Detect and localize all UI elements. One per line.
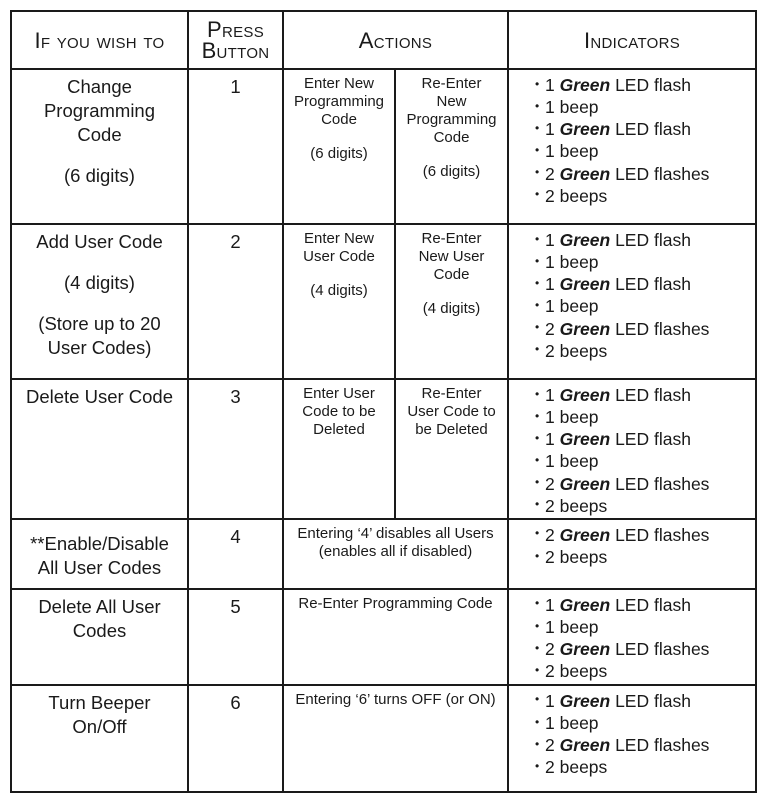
wish-text: Change (67, 76, 132, 97)
bullet-icon: • (535, 275, 540, 290)
indicator-count: 1 (545, 690, 555, 711)
action-text: Re-Enter (421, 385, 482, 402)
indicator-color: Green (559, 385, 611, 405)
indicator-item (535, 274, 755, 296)
wish-text: All User Codes (37, 556, 162, 578)
button-number: 4 (230, 525, 241, 547)
indicator-item (535, 757, 755, 779)
indicator-item (535, 429, 755, 451)
action-text: Code (433, 129, 470, 146)
wish-cell (11, 224, 188, 379)
bullet-icon: • (535, 187, 540, 202)
indicator-item (535, 319, 755, 341)
indicator-item (535, 595, 755, 617)
header-wish (11, 11, 188, 69)
indicator-item (535, 186, 755, 208)
action-text: Enter New (303, 75, 375, 92)
action-text: Deleted (313, 421, 365, 438)
indicator-count: 1 (545, 230, 555, 250)
header-press-button (188, 11, 283, 69)
button-number-cell (188, 519, 283, 589)
indicators-cell (508, 589, 756, 685)
indicator-item (535, 496, 755, 518)
header-actions-text: Actions (358, 27, 433, 53)
indicator-color: Green (559, 230, 611, 250)
action-text: Re-Enter Programming Code (298, 594, 493, 612)
indicator-rest: LED flash (615, 274, 691, 295)
indicator-rest: LED flashes (615, 318, 710, 339)
indicator-item (535, 341, 755, 363)
programming-table (10, 10, 757, 793)
wish-cell (11, 519, 188, 589)
indicator-item (535, 97, 755, 119)
indicator-item (535, 141, 755, 163)
header-row (11, 11, 756, 69)
wish-text: Delete All User (38, 595, 161, 617)
bullet-icon: • (535, 662, 540, 677)
table-row (11, 685, 756, 792)
indicator-text: 2 beeps (545, 661, 608, 682)
bullet-icon: • (535, 120, 540, 135)
action-text: Code (321, 111, 357, 128)
indicator-rest: LED flashes (615, 163, 710, 184)
table-row (11, 224, 756, 379)
header-indicators (508, 11, 756, 69)
indicator-item (535, 735, 755, 757)
indicator-text: 2 beeps (545, 546, 608, 567)
bullet-icon: • (535, 143, 540, 157)
button-number: 6 (230, 691, 241, 713)
indicator-rest: LED flash (615, 690, 691, 711)
indicator-item (535, 164, 755, 186)
indicator-item (535, 525, 755, 547)
button-number-cell (188, 379, 283, 519)
wish-text: Code (77, 124, 122, 145)
action-text: Programming (293, 93, 385, 110)
indicators-cell (508, 224, 756, 379)
bullet-icon: • (535, 76, 540, 91)
action-second-cell (395, 224, 508, 379)
indicator-text: 1 beep (545, 141, 599, 162)
indicator-text: 1 beep (545, 97, 599, 118)
indicator-item (535, 661, 755, 683)
wish-text: Add User Code (36, 231, 163, 252)
bullet-icon: • (535, 526, 540, 541)
indicator-color: Green (559, 524, 611, 545)
indicator-rest: LED flashes (615, 473, 710, 494)
indicator-text: 2 beeps (545, 495, 608, 516)
wish-text: Codes (72, 619, 127, 641)
indicator-text: 2 beeps (545, 757, 608, 778)
table-row (11, 69, 756, 224)
button-number: 1 (230, 76, 241, 97)
indicator-rest: LED flashes (615, 735, 710, 755)
button-number: 2 (230, 231, 241, 252)
wish-text: User Codes) (47, 337, 152, 358)
indicator-item (535, 547, 755, 569)
indicators-cell (508, 685, 756, 792)
indicator-rest: LED flash (615, 119, 691, 140)
bullet-icon: • (535, 596, 540, 611)
header-actions (283, 11, 508, 69)
indicator-text: 1 beep (545, 407, 599, 428)
indicator-item (535, 617, 755, 639)
bullet-icon: • (535, 320, 540, 335)
action-text: (4 digits) (310, 282, 368, 299)
bullet-icon: • (535, 408, 540, 423)
action-text: Entering ‘4’ disables all Users (297, 524, 494, 542)
indicator-rest: LED flashes (615, 524, 710, 545)
indicator-item (535, 474, 755, 496)
bullet-icon: • (535, 253, 540, 268)
indicator-color: Green (559, 639, 611, 659)
button-number-cell (188, 685, 283, 792)
indicator-item (535, 639, 755, 661)
bullet-icon: • (535, 618, 540, 633)
indicator-count: 2 (545, 639, 555, 659)
indicator-text: 1 beep (545, 712, 599, 733)
bullet-icon: • (535, 640, 540, 655)
header-indicators-text: Indicators (583, 27, 681, 53)
wish-text: Delete User Code (25, 386, 174, 407)
indicator-rest: LED flash (615, 385, 691, 405)
bullet-icon: • (535, 165, 540, 180)
indicator-item (535, 296, 755, 318)
header-press-line1: Press (206, 17, 265, 42)
action-text: Code (433, 266, 470, 283)
wish-text: Turn Beeper (48, 691, 151, 713)
action-text: Code to be (302, 403, 376, 420)
indicator-item (535, 230, 755, 252)
action-cell (283, 589, 508, 685)
indicator-rest: LED flash (615, 75, 691, 95)
action-first-cell (283, 224, 395, 379)
action-text: Entering ‘6’ turns OFF (or ON) (295, 690, 496, 708)
wish-text: (4 digits) (64, 272, 135, 293)
indicator-count: 2 (545, 735, 555, 755)
indicator-count: 1 (545, 119, 555, 140)
action-text: New User (418, 248, 485, 265)
button-number-cell (188, 224, 283, 379)
table-row (11, 589, 756, 685)
indicator-text: 1 beep (545, 296, 599, 317)
indicator-rest: LED flash (615, 594, 691, 615)
bullet-icon: • (535, 342, 540, 357)
indicator-item (535, 75, 755, 97)
bullet-icon: • (535, 386, 540, 401)
action-text: Enter New (303, 230, 375, 247)
indicator-color: Green (559, 735, 611, 755)
indicator-item (535, 407, 755, 429)
wish-text: On/Off (72, 715, 127, 737)
action-second-cell (395, 379, 508, 519)
header-wish-text: If you wish to (34, 27, 165, 53)
indicator-count: 2 (545, 473, 555, 494)
wish-cell (11, 685, 188, 792)
bullet-icon: • (535, 714, 540, 729)
table-row (11, 379, 756, 519)
indicator-color: Green (559, 75, 611, 95)
wish-text: **Enable/Disable (30, 532, 169, 554)
indicator-color: Green (559, 119, 611, 140)
indicator-item (535, 252, 755, 274)
action-text: User Code (303, 248, 375, 265)
indicators-cell (508, 69, 756, 224)
indicator-rest: LED flashes (615, 639, 710, 659)
bullet-icon: • (535, 548, 540, 563)
action-text: (6 digits) (310, 145, 368, 162)
action-text: (4 digits) (422, 300, 481, 317)
indicator-color: Green (559, 429, 611, 450)
indicator-item (535, 691, 755, 713)
indicator-color: Green (559, 318, 611, 339)
indicator-text: 2 beeps (545, 185, 608, 206)
bullet-icon: • (535, 736, 540, 751)
action-text: Programming (406, 111, 497, 128)
indicator-item (535, 385, 755, 407)
indicators-cell (508, 379, 756, 519)
indicator-count: 2 (545, 163, 555, 184)
indicator-count: 2 (545, 318, 555, 339)
button-number: 3 (230, 386, 241, 407)
indicator-text: 2 beeps (545, 340, 608, 361)
indicator-count: 1 (545, 274, 555, 295)
action-text: be Deleted (415, 421, 488, 438)
indicator-rest: LED flash (615, 230, 691, 250)
indicators-cell (508, 519, 756, 589)
button-number: 5 (230, 595, 241, 617)
bullet-icon: • (535, 453, 540, 467)
action-text: Enter User (303, 385, 375, 402)
indicator-count: 1 (545, 594, 555, 615)
indicator-text: 1 beep (545, 451, 599, 472)
bullet-icon: • (535, 98, 540, 113)
wish-cell (11, 379, 188, 519)
indicator-color: Green (559, 594, 611, 615)
indicator-color: Green (559, 690, 611, 711)
bullet-icon: • (535, 231, 540, 246)
indicator-count: 1 (545, 429, 555, 450)
action-text: Re-Enter (421, 75, 482, 92)
action-first-cell (283, 69, 395, 224)
bullet-icon: • (535, 692, 540, 707)
wish-cell (11, 589, 188, 685)
action-text: Re-Enter (421, 230, 482, 247)
bullet-icon: • (535, 298, 540, 312)
bullet-icon: • (535, 475, 540, 490)
indicator-text: 1 beep (545, 252, 599, 273)
bullet-icon: • (535, 497, 540, 512)
header-press-line2: Button (201, 38, 270, 63)
action-first-cell (283, 379, 395, 519)
wish-text: (6 digits) (64, 165, 135, 186)
indicator-count: 2 (545, 524, 555, 545)
action-cell (283, 519, 508, 589)
table-row (11, 519, 756, 589)
indicator-item (535, 713, 755, 735)
wish-text: Programming (43, 100, 156, 121)
indicator-rest: LED flash (615, 429, 691, 450)
indicator-color: Green (559, 473, 611, 494)
action-text: New (436, 93, 467, 110)
action-text: User Code to (407, 403, 496, 420)
action-text: (enables all if disabled) (318, 542, 473, 560)
wish-cell (11, 69, 188, 224)
button-number-cell (188, 69, 283, 224)
action-text: (6 digits) (422, 163, 481, 180)
indicator-text: 1 beep (545, 616, 599, 637)
indicator-count: 1 (545, 385, 555, 405)
action-second-cell (395, 69, 508, 224)
indicator-color: Green (559, 274, 611, 295)
bullet-icon: • (535, 430, 540, 445)
button-number-cell (188, 589, 283, 685)
indicator-item (535, 451, 755, 473)
indicator-color: Green (559, 163, 611, 184)
indicator-item (535, 119, 755, 141)
bullet-icon: • (535, 758, 540, 773)
indicator-count: 1 (545, 75, 555, 95)
action-cell (283, 685, 508, 792)
wish-text: (Store up to 20 (38, 313, 161, 334)
